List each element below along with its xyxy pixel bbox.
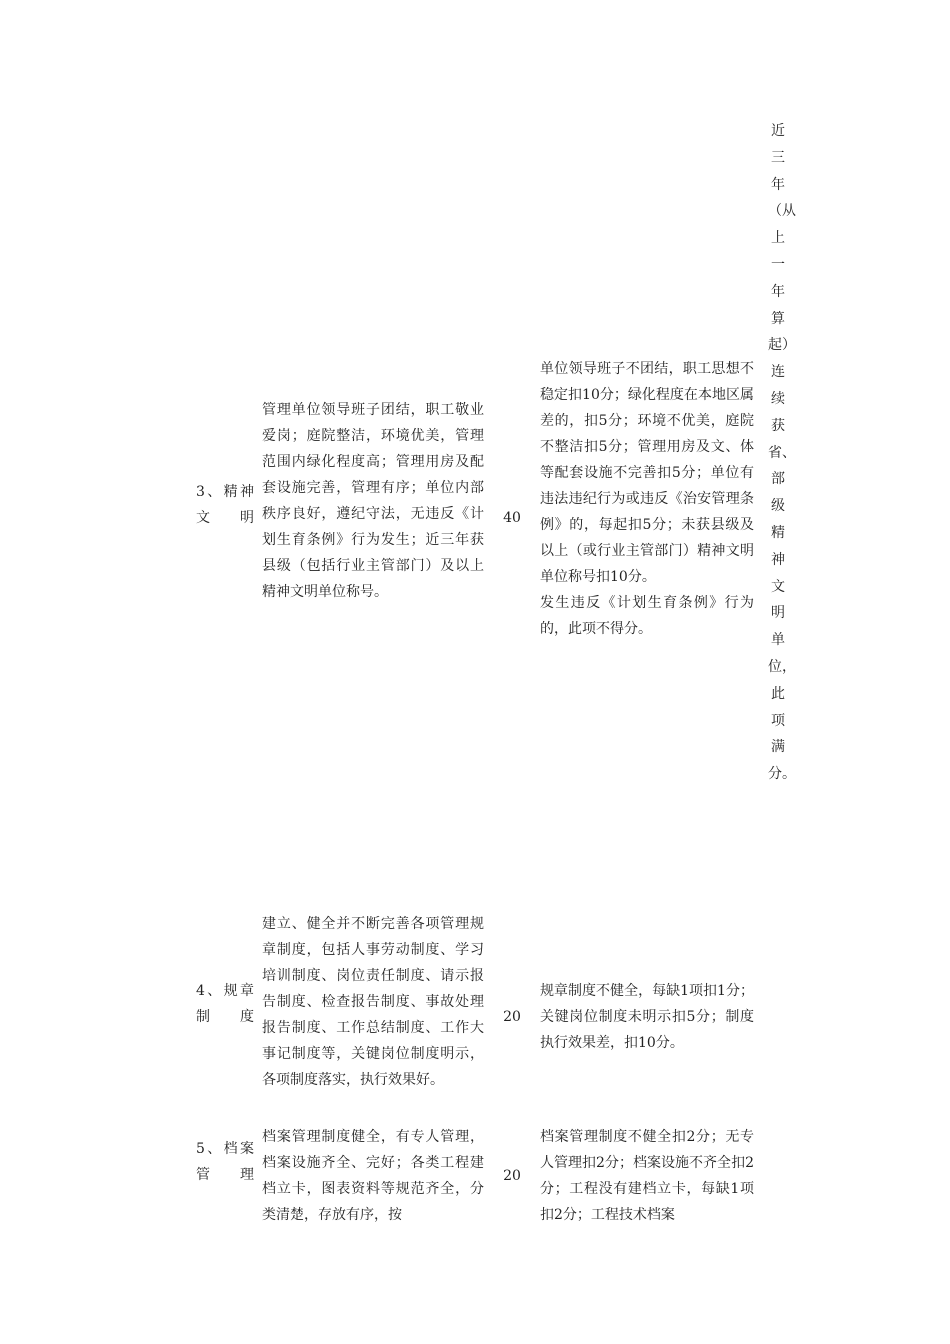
score-cell: 40 <box>503 510 521 526</box>
score-cell: 20 <box>503 1009 521 1025</box>
deduction-cell: 档案管理制度不健全扣2分；无专人管理扣2分；档案设施不齐全扣2分；工程没有建档立卡，每缺1项扣2分；工程技术档案 <box>540 1129 754 1223</box>
category-cell: 4、规章制度 <box>196 983 254 1025</box>
deduction-cell <box>540 356 754 642</box>
standard-cell: 档案管理制度健全，有专人管理，档案设施齐全、完好；各类工程建档立卡，图表资料等规范齐全，分类清楚，存放有序，按 <box>262 1129 484 1223</box>
standard-cell: 管理单位领导班子团结，职工敬业爱岗；庭院整洁，环境优美，管理范围内绿化程度高；管理用房及配套设施完善，管理有序；单位内部秩序良好，遵纪守法，无违反《计划生育条例》行为发生；近三年获县级（包括行业主管部门）及以上精神文明单位称号。 <box>262 402 484 600</box>
deduction-text: 单位领导班子不团结，职工思想不稳定扣10分；绿化程度在本地区属差的，扣5分；环境不优美，庭院不整洁扣5分；管理用房及文、体等配套设施不完善扣5分；单位有违法违纪行为或违反《治安管理条例》的，每起扣5分；未获县级及以上（或行业主管部门）精神文明单位称号扣10分。 <box>540 361 754 585</box>
category-cell: 3、精神文明 <box>196 484 254 526</box>
standard-cell: 建立、健全并不断完善各项管理规章制度，包括人事劳动制度、学习培训制度、岗位责任制度、请示报告制度、检查报告制度、事故处理报告制度、工作总结制度、工作大事记制度等，关键岗位制度明示，各项制度落实，执行效果好。 <box>262 916 484 1088</box>
category-cell: 5、档案管理 <box>196 1141 254 1183</box>
note-cell: 近三年（从上一年算起）连续获省、部级精神文明单位，此项满分。 <box>768 123 796 783</box>
deduction-cell: 规章制度不健全，每缺1项扣1分；关键岗位制度未明示扣5分；制度执行效果差，扣10分。 <box>540 983 754 1051</box>
score-cell: 20 <box>503 1168 521 1184</box>
deduction-extra-text: 发生违反《计划生育条例》行为的，此项不得分。 <box>540 595 754 637</box>
